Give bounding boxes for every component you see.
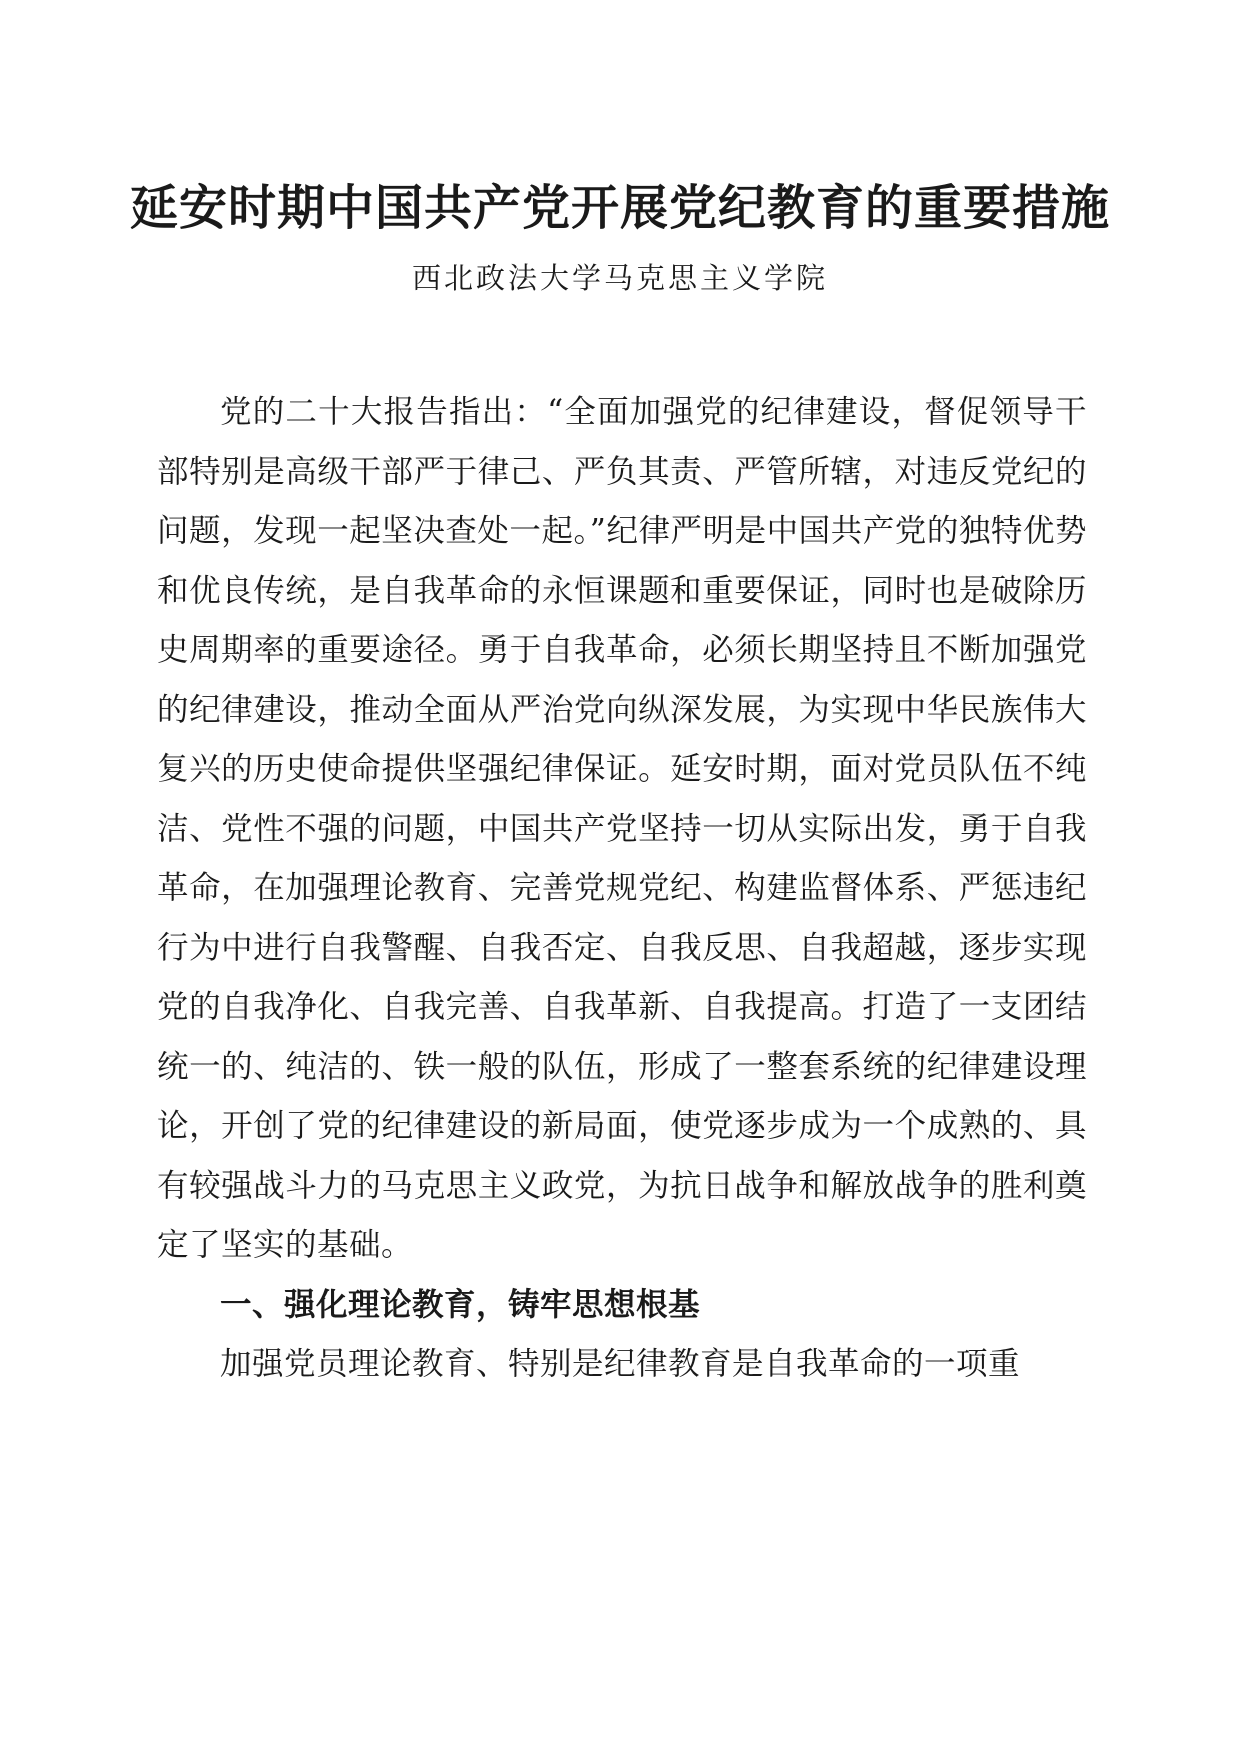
document-author: 西北政法大学马克思主义学院 bbox=[411, 261, 828, 295]
document-body bbox=[157, 383, 1087, 1395]
section-heading: 一、强化理论教育，铸牢思想根基 bbox=[220, 1286, 701, 1323]
document-title: 延安时期中国共产党开展党纪教育的重要措施 bbox=[129, 180, 1110, 236]
section-paragraph: 加强党员理论教育、特别是纪律教育是自我革命的一项重 bbox=[220, 1346, 1021, 1382]
intro-paragraph: 党的二十大报告指出：“全面加强党的纪律建设，督促领导干部特别是高级干部严于律己、严负其责、严管所辖，对违反党纪的问题，发现一起坚决查处一起。”纪律严明是中国共产党的独特优势和优良传统，是自我革命的永恒课题和重要保证，同时也是破除历史周期率的重要途径。勇于自我革命，必须长期坚持且不断加强党的纪律建设，推动全面从严治党向纵深发展，为实现中华民族伟大复兴的历史使命提供坚强纪律保证。延安时期，面对党员队伍不纯洁、党性不强的问题，中国共产党坚持一切从实际出发，勇于自我革命，在加强理论教育、完善党规党纪、构建监督体系、严惩违纪行为中进行自我警醒、自我否定、自我反思、自我超越，逐步实现党的自我净化、自我完善、自我革新、自我提高。打造了一支团结统一的、纯洁的、铁一般的队伍，形成了一整套系统的纪律建设理论，开创了党的纪律建设的新局面，使党逐步成为一个成熟的、具有较强战斗力的马克思主义政党，为抗日战争和解放战争的胜利奠定了坚实的基础。 bbox=[157, 394, 1087, 1263]
